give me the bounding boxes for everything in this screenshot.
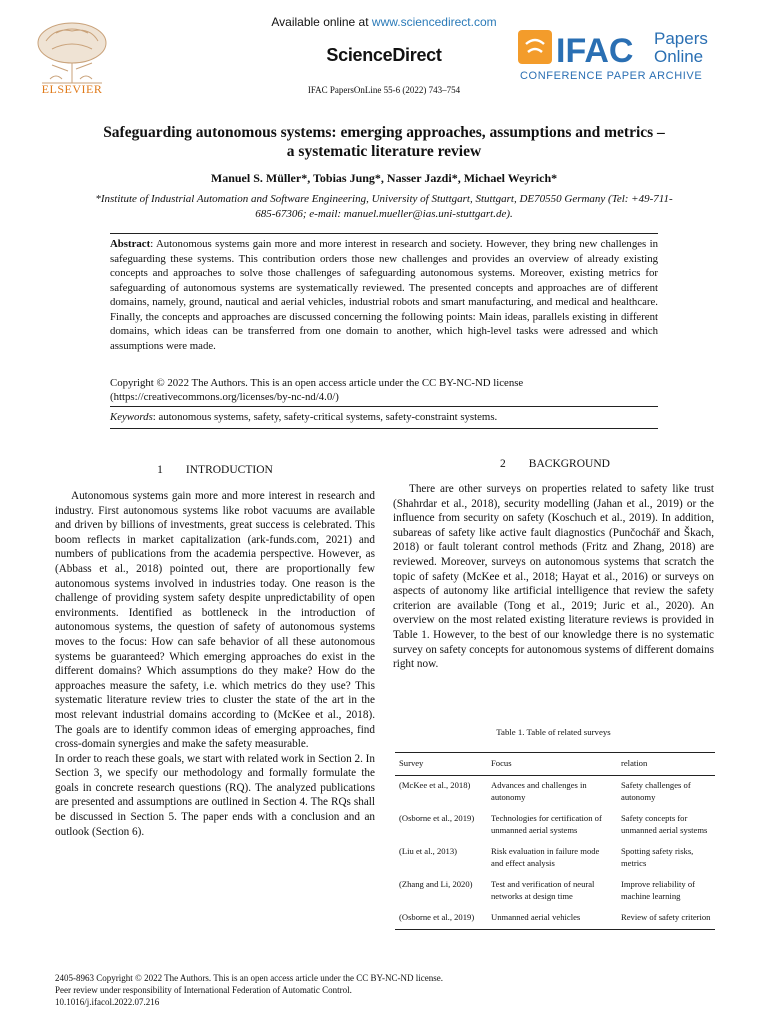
background-body	[393, 482, 714, 672]
table-cell: (Zhang and Li, 2020)	[399, 879, 473, 889]
svg-text:IFAC: IFAC	[556, 32, 634, 70]
introduction-body	[55, 489, 375, 839]
sciencedirect-brand: ScienceDirect	[326, 45, 442, 65]
related-surveys-table	[395, 752, 715, 930]
intro-paragraph-2: In order to reach these goals, we start with related work in Section 2. In Section 3, we specify our methodology and formally formulate the goals in concrete research questions (RQ). The analyzed publications are presented and assumptions are outlined in Section 4. The RQs shall be discussed in Section 5. The paper ends with a conclusion and an outlook (Section 6).	[55, 752, 375, 838]
keywords-rule	[110, 406, 658, 407]
svg-text:Online: Online	[654, 47, 704, 66]
copyright-notice: Copyright © 2022 The Authors. This is an open access article under the CC BY-NC-ND license (https://creativecommons.org/licenses/by-nc-nd/4.0/)	[110, 377, 524, 403]
elsevier-wordmark: ELSEVIER	[41, 82, 103, 96]
table-header-cell: relation	[617, 753, 715, 776]
table-cell: Advances and challenges in autonomy	[491, 780, 587, 802]
table-cell: Risk evaluation in failure mode and effect analysis	[491, 846, 600, 868]
abstract-top-rule	[110, 233, 658, 234]
svg-text:CONFERENCE PAPER ARCHIVE: CONFERENCE PAPER ARCHIVE	[520, 70, 703, 82]
table-cell: Review of safety criterion	[617, 908, 715, 930]
table-cell: Technologies for certification of unmanned aerial systems	[491, 813, 602, 835]
section-heading-background: 2 BACKGROUND	[500, 458, 610, 470]
background-paragraph-1: There are other surveys on properties related to safety like trust (Shahrdar et al., 2018), security modelling (Jahan et al., 2019) or the influence from security on safety (Koschuch et al., 2019). In addition, subareas of safety like active fault diagnostics (Punčochář and Škach, 2018) or fault tolerant control methods (Fritz and Zhang, 2018) are reviewed. Moreover, surveys on autonomous systems that scratch the topic of safety (McKee et al., 2018; Hayat et al., 2016) or surveys on aspects of autonomy like artificial intelligence that review the safety criterion are available (Tong et al., 2019; Juric et al., 2020). An overview on the most related existing literature reviews is provided in Table 1. However, to the best of our knowledge there is no systematic survey on safety concepts for autonomous systems of different domains right now.	[393, 483, 714, 671]
table-cell: (Liu et al., 2013)	[399, 846, 457, 856]
intro-paragraph-1: Autonomous systems gain more and more interest in research and industry. First autonomous systems like robot vacuums are available and driven by billions of investments, great success is celebrated. This boom reflects in market capitalization (ark-funds.com, 2021) and numbers of publications from the academia perspective. However, as (Abbass et al., 2018) pointed out, there are proportionally few autonomous systems involved in industries today. One reason is the challenge of providing system safety despite unpredictability of open environments. Identified as bottleneck in the introduction of autonomous systems, the question of safety of autonomous systems moves to the focus: How can safe behavior of all these autonomous systems be guaranteed? Which emerging approaches do exist in the different domains? Which assumptions do they make? How do the approaches measure the safety, i.e. which metrics do they use? This systematic literature review tries to cluster the state of the art in the most relevant industrial domains according to (McKee et al., 2018). The goals are to identify common ideas of emerging approaches, find cross-domain synergies and make the safety measurable.	[55, 490, 375, 751]
abstract-bottom-rule	[110, 428, 658, 429]
section-heading-introduction: 1 INTRODUCTION	[157, 464, 273, 476]
ifac-papersonline-logo	[518, 22, 728, 84]
paper-authors: Manuel S. Müller*, Tobias Jung*, Nasser Jazdi*, Michael Weyrich*	[210, 171, 558, 185]
keywords-label: Keywords	[110, 411, 153, 423]
abstract-label: Abstract	[110, 238, 151, 250]
keywords: Keywords: autonomous systems, safety, safety-critical systems, safety-constraint systems.	[110, 411, 498, 423]
footer-doi: 10.1016/j.ifacol.2022.07.216	[55, 997, 160, 1007]
table-cell: (Osborne et al., 2019)	[395, 908, 487, 930]
table-header-cell: Survey	[395, 753, 487, 776]
table-cell: Test and verification of neural networks at design time	[491, 879, 595, 901]
abstract	[110, 237, 658, 353]
table-cell: Spotting safety risks, metrics	[621, 846, 694, 868]
table-row	[395, 908, 715, 930]
svg-text:Papers: Papers	[654, 29, 708, 48]
table-cell: (McKee et al., 2018)	[399, 780, 471, 790]
page-footer	[55, 972, 715, 1008]
table-cell: Safety challenges of autonomy	[621, 780, 691, 802]
table-cell: Improve reliability of machine learning	[621, 879, 695, 901]
table-header-cell: Focus	[487, 753, 617, 776]
table-header-row	[395, 753, 715, 776]
footer-copyright: 2405-8963 Copyright © 2022 The Authors. This is an open access article under the CC BY-NC-ND license.	[55, 973, 443, 983]
available-online: Available online at www.sciencedirect.com	[271, 15, 497, 29]
table-row	[395, 875, 715, 908]
journal-reference: IFAC PapersOnLine 55-6 (2022) 743–754	[307, 85, 461, 95]
footer-peer-review: Peer review under responsibility of International Federation of Automatic Control.	[55, 985, 352, 995]
sciencedirect-link[interactable]: www.sciencedirect.com	[371, 15, 497, 29]
table-caption: Table 1. Table of related surveys	[496, 727, 611, 737]
table-row	[395, 842, 715, 875]
paper-title: Safeguarding autonomous systems: emerging approaches, assumptions and metrics – a systematic literature review	[103, 124, 665, 160]
table-cell: Safety concepts for unmanned aerial systems	[621, 813, 708, 835]
author-affiliation: *Institute of Industrial Automation and Software Engineering, University of Stuttgart, Stuttgart, DE70550 Germany (Tel: +49-711-685-67306; e-mail: manuel.mueller@ias.uni-stuttgart.de).	[95, 193, 673, 220]
table-cell: Unmanned aerial vehicles	[487, 908, 617, 930]
table-row	[395, 809, 715, 842]
table-row	[395, 776, 715, 810]
abstract-text: : Autonomous systems gain more and more interest in research and society. However, they bring new challenges in safeguarding these systems. This contribution orders those new challenges and provides an overview of already existing concepts and approaches to solve those challenges of safeguarding autonomous systems. Moreover, existing metrics for safeguarding of autonomous systems are systematically reviewed. The presented concepts and approaches are of different domains, namely, ground, nautical and aerial vehicles, industrial robots and smart manufacturing, and medical and healthcare. Finally, the concepts and approaches are discussed concerning the following points: Main ideas, parallels existing in different domains, which ideas can be transferred from one domain to another, which high-level tasks were adressed and which assumptions were made.	[110, 238, 658, 352]
table-cell: (Osborne et al., 2019)	[399, 813, 475, 823]
